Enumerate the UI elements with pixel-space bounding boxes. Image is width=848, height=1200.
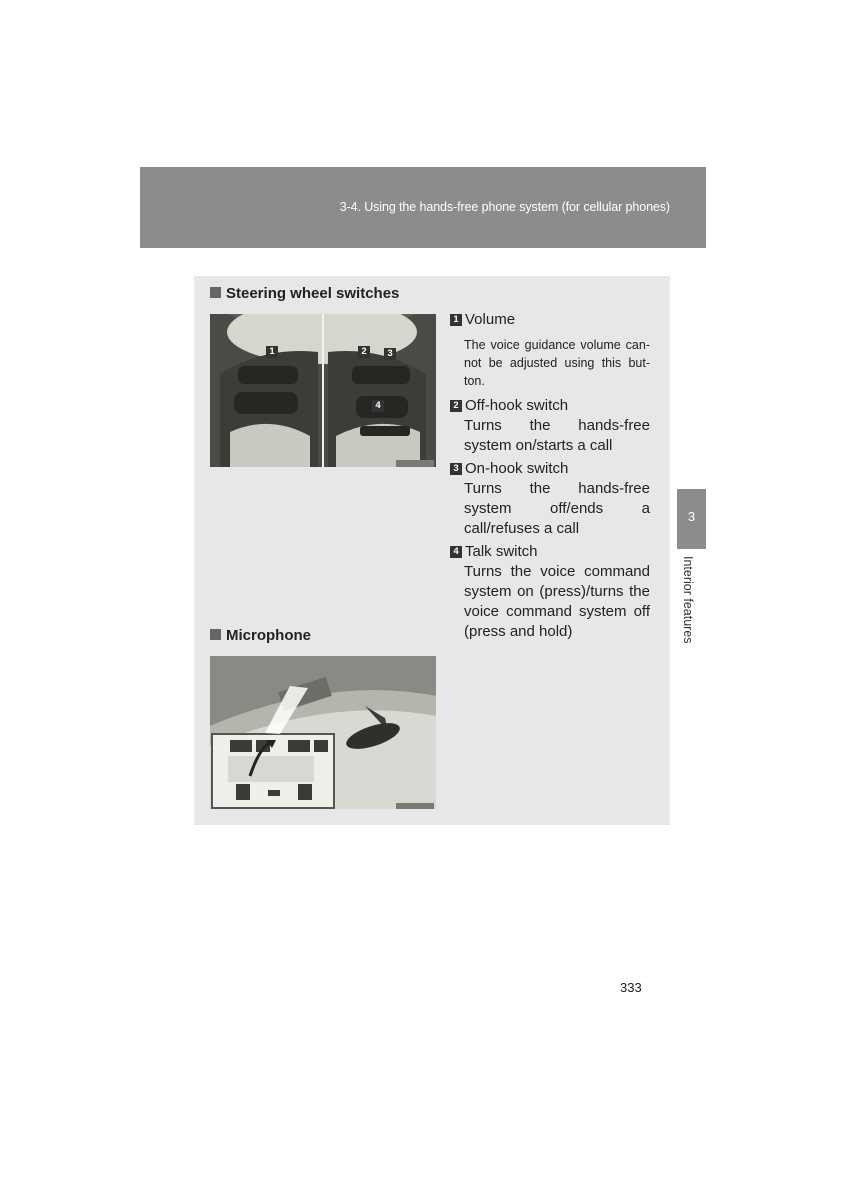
section-title: 3-4. Using the hands-free phone system (for cellular phones) — [339, 200, 670, 214]
callout-2: 2 — [358, 346, 370, 358]
microphone-photo — [210, 656, 436, 809]
content-panel — [194, 276, 670, 825]
chapter-header-band — [140, 167, 706, 248]
page-number: 333 — [620, 980, 642, 995]
steering-wheel-photo — [210, 314, 436, 467]
callout-1: 1 — [266, 346, 278, 358]
steering-switches-heading: Steering wheel switches — [210, 285, 399, 302]
item-volume-title: 1 Volume — [450, 310, 650, 330]
heading-square-icon — [210, 287, 221, 298]
chapter-tab — [677, 489, 706, 549]
heading-square-icon — [210, 629, 221, 640]
item-on-hook-body: Turns the hands-free system off/ends a call/refuses a call — [464, 480, 650, 537]
item-talk-body: Turns the voice command system on (press)/turns the voice command system off (press and hold) — [464, 563, 650, 640]
item-talk-title: 4 Talk switch — [450, 542, 650, 562]
microphone-heading: Microphone — [210, 627, 311, 644]
item-on-hook-title: 3 On-hook switch — [450, 459, 650, 479]
callout-4: 4 — [372, 400, 384, 412]
item-off-hook-title: 2 Off-hook switch — [450, 396, 650, 416]
switch-descriptions — [450, 310, 650, 642]
chapter-number: 3 — [687, 509, 696, 524]
item-volume-body: The voice guidance volume can-not be adjusted using this but-ton. — [464, 338, 650, 388]
callout-3: 3 — [384, 348, 396, 360]
item-off-hook-body: Turns the hands-free system on/starts a call — [464, 417, 650, 454]
chapter-label: Interior features — [681, 556, 695, 644]
